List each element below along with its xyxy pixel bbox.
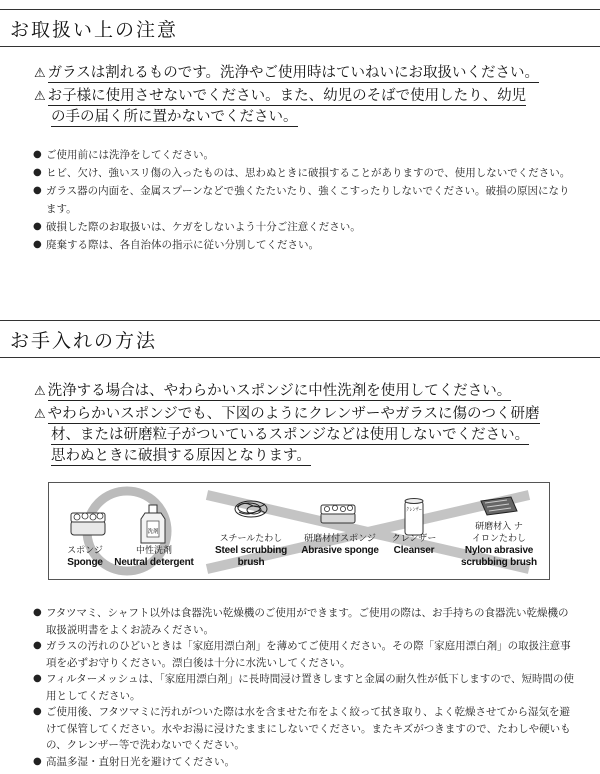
warning-abrasives: ⚠ やわらかいスポンジでも、下図のようにクレンザーやガラスに傷のつく研磨 材、または研磨粒子がついているスポンジなどは使用しないでください。 思わぬときに破損する原因となります。: [34, 406, 540, 464]
warning-soft-sponge: ⚠ 洗浄する場合は、やわらかいスポンジに中性洗剤を使用してください。: [34, 383, 512, 399]
sponge-icon: [71, 513, 105, 535]
care-notes-list: [33, 605, 578, 770]
label-neutral-detergent: 中性洗剤 Neutral detergent: [114, 546, 194, 568]
warning-children: ⚠ お子様に使用させないでください。また、幼児のそばで使用したり、幼児 の手の届く所に置かないでください。: [34, 88, 527, 125]
label-nylon-brush: 研磨材入 ナイロンたわし Nylon abrasive scrubbing brush: [461, 522, 537, 568]
label-steel-brush: スチールたわし Steel scrubbing brush: [215, 534, 288, 568]
warning-glass-fragile: ⚠ ガラスは割れるものです。洗浄やご使用時はていねいにお取扱いください。: [34, 65, 540, 81]
cleanser-can-text: クレンザー: [406, 507, 431, 513]
list-item: ● 高温多湿・直射日光を避けてください。: [33, 754, 578, 771]
warning-triangle-icon: ⚠: [34, 384, 46, 399]
label-abrasive-sponge: 研磨材付スポンジ Abrasive sponge: [301, 534, 379, 556]
list-item: ● フタツマミ、シャフト以外は食器洗い乾燥機のご使用ができます。ご使用の際は、お手持ちの食器洗い乾燥機の取扱説明書をよくお読みください。: [33, 605, 578, 638]
cleanser-can-icon: [405, 499, 431, 536]
handling-notes-list: [33, 146, 578, 254]
cleaning-tools-illustration: [48, 482, 550, 580]
warning-triangle-icon: ⚠: [34, 407, 46, 422]
section-header-care: [0, 320, 600, 358]
section-header-handling: [0, 9, 600, 47]
list-item: ● ご使用前には洗浄をしてください。: [33, 146, 578, 164]
warning-triangle-icon: ⚠: [34, 89, 46, 104]
list-item: ● 破損した際のお取扱いは、ケガをしないよう十分ご注意ください。: [33, 218, 578, 236]
section-title-care: お手入れの方法: [10, 330, 158, 352]
detergent-bottle-text: 洗剤: [147, 529, 159, 535]
list-item: ● ヒビ、欠け、強いスリ傷の入ったものは、思わぬときに破損することがありますので、使用しないでください。: [33, 164, 578, 182]
list-item: ● ガラス器の内面を、金属スプーンなどで強くたたいたり、強くこすったりしないでください。破損の原因になります。: [33, 182, 578, 218]
abrasive-sponge-icon: [321, 505, 355, 523]
section-title-handling: お取扱い上の注意: [10, 19, 179, 41]
label-sponge: スポンジ Sponge: [67, 546, 103, 568]
list-item: ● フィルターメッシュは、「家庭用漂白剤」に長時間浸け置きしますと金属の耐久性が低下しますので、短時間の使用としてください。: [33, 671, 578, 704]
list-item: ● ガラスの汚れのひどいときは「家庭用漂白剤」を薄めてご使用ください。その際「家庭用漂白剤」の取扱注意事項を必ずお守りください。漂白後は十分に水洗いしてください。: [33, 638, 578, 671]
label-cleanser: クレンザー Cleanser: [391, 534, 437, 556]
list-item: ● ご使用後、フタツマミに汚れがついた際は水を含ませた布をよく絞って拭き取り、よく乾燥させてから湿気を避けて保管してください。水やお湯に浸けたままにしないでください。またキズがつきますので、たわしや硬いもの、クレンザー等で洗わないでください。: [33, 704, 578, 754]
warning-triangle-icon: ⚠: [34, 66, 46, 81]
list-item: ● 廃棄する際は、各自治体の指示に従い分別してください。: [33, 236, 578, 254]
